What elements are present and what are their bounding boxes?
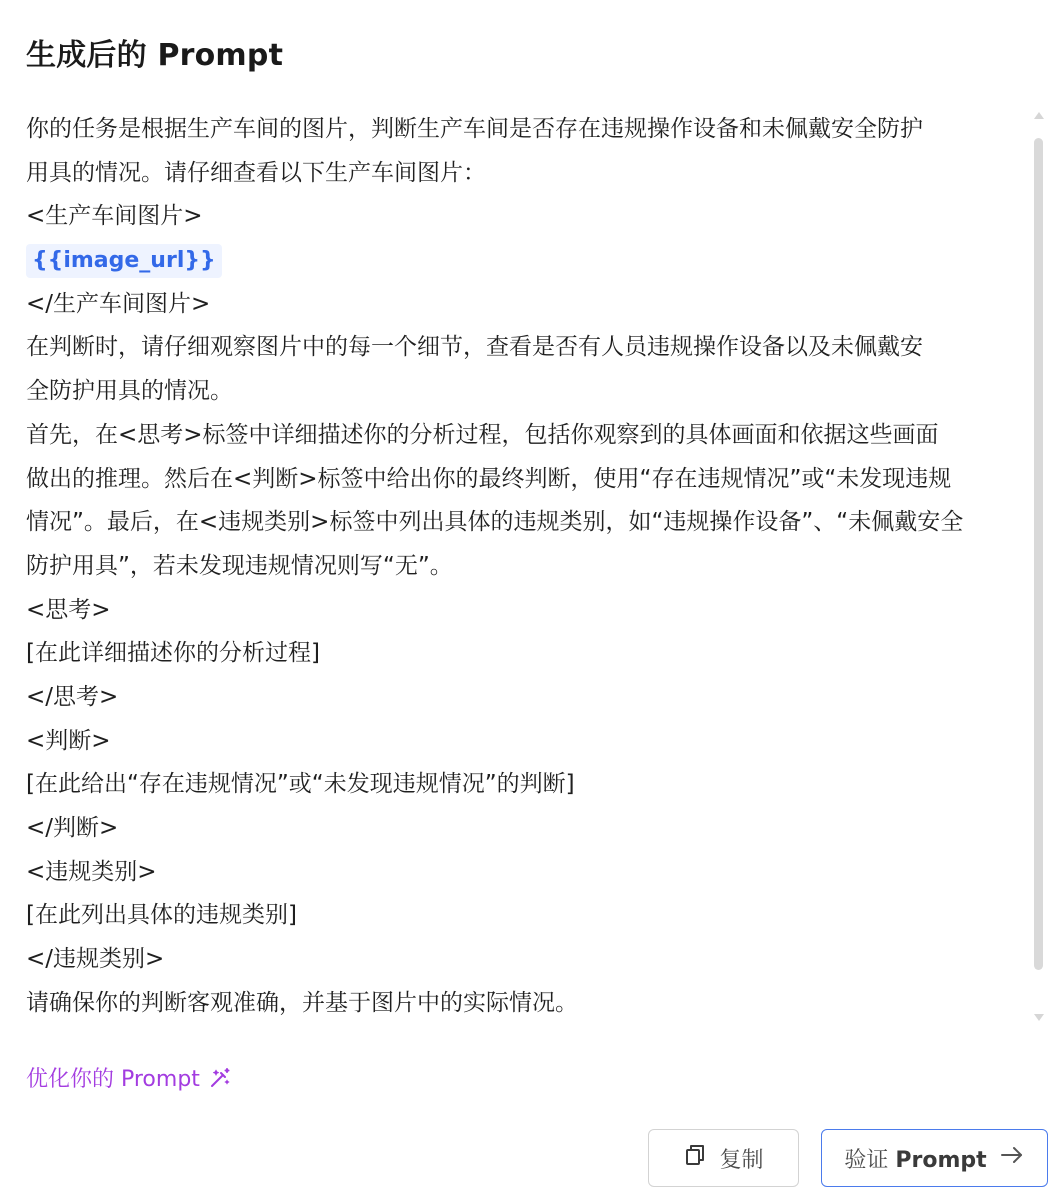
- prompt-line: [在此详细描述你的分析过程]: [26, 640, 320, 667]
- prompt-line: [26, 239, 1030, 283]
- prompt-line: 做出的推理。然后在<判断>标签中给出你的最终判断，使用“存在违规情况”或“未发现违规: [26, 465, 952, 492]
- prompt-line: <违规类别>: [26, 858, 157, 885]
- prompt-line: [在此给出“存在违规情况”或“未发现违规情况”的判断]: [26, 771, 575, 798]
- prompt-line: <判断>: [26, 727, 111, 754]
- prompt-line: 全防护用具的情况。: [26, 378, 233, 405]
- verify-button-label: [844, 1143, 986, 1174]
- scroll-down-arrow-icon[interactable]: [1034, 1014, 1044, 1021]
- scrollbar[interactable]: [1032, 112, 1046, 1026]
- copy-button-label: 复制: [719, 1147, 764, 1173]
- magic-wand-icon: [208, 1066, 232, 1090]
- prompt-line: 你的任务是根据生产车间的图片，判断生产车间是否存在违规操作设备和未佩戴安全防护: [26, 116, 923, 142]
- prompt-line: 在判断时，请仔细观察图片中的每一个细节，查看是否有人员违规操作设备以及未佩戴安: [26, 334, 923, 361]
- prompt-line: 防护用具”，若未发现违规情况则写“无”。: [26, 552, 453, 579]
- variable-chip[interactable]: {{image_url}}: [26, 244, 222, 278]
- verify-label-en: Prompt: [895, 1147, 987, 1173]
- prompt-line: </判断>: [26, 815, 119, 841]
- arrow-right-icon: [999, 1143, 1025, 1173]
- verify-prompt-button[interactable]: [821, 1129, 1048, 1187]
- prompt-line: </生产车间图片>: [26, 290, 211, 317]
- page-title: 生成后的 Prompt: [26, 38, 284, 73]
- prompt-line: </思考>: [26, 683, 119, 710]
- prompt-line: 请确保你的判断客观准确，并基于图片中的实际情况。: [26, 989, 578, 1016]
- prompt-line: 首先，在<思考>标签中详细描述你的分析过程，包括你观察到的具体画面和依据这些画面: [26, 421, 939, 448]
- prompt-text-area[interactable]: [26, 108, 1030, 1028]
- prompt-line: [在此列出具体的违规类别]: [26, 902, 297, 929]
- prompt-line: </违规类别>: [26, 946, 165, 973]
- copy-icon: [683, 1143, 707, 1173]
- prompt-line: <思考>: [26, 596, 111, 623]
- prompt-line: 用具的情况。请仔细查看以下生产车间图片：: [26, 159, 486, 186]
- scroll-up-arrow-icon[interactable]: [1034, 112, 1044, 119]
- verify-label-zh: 验证: [844, 1147, 889, 1173]
- optimize-prompt-link[interactable]: [26, 1062, 232, 1093]
- optimize-prompt-label: 优化你的 Prompt: [26, 1067, 200, 1092]
- prompt-line: 情况”。最后，在<违规类别>标签中列出具体的违规类别，如“违规操作设备”、“未佩戴安全: [26, 509, 964, 536]
- scroll-thumb[interactable]: [1034, 138, 1043, 970]
- prompt-line: <生产车间图片>: [26, 203, 203, 230]
- copy-button[interactable]: [648, 1129, 799, 1187]
